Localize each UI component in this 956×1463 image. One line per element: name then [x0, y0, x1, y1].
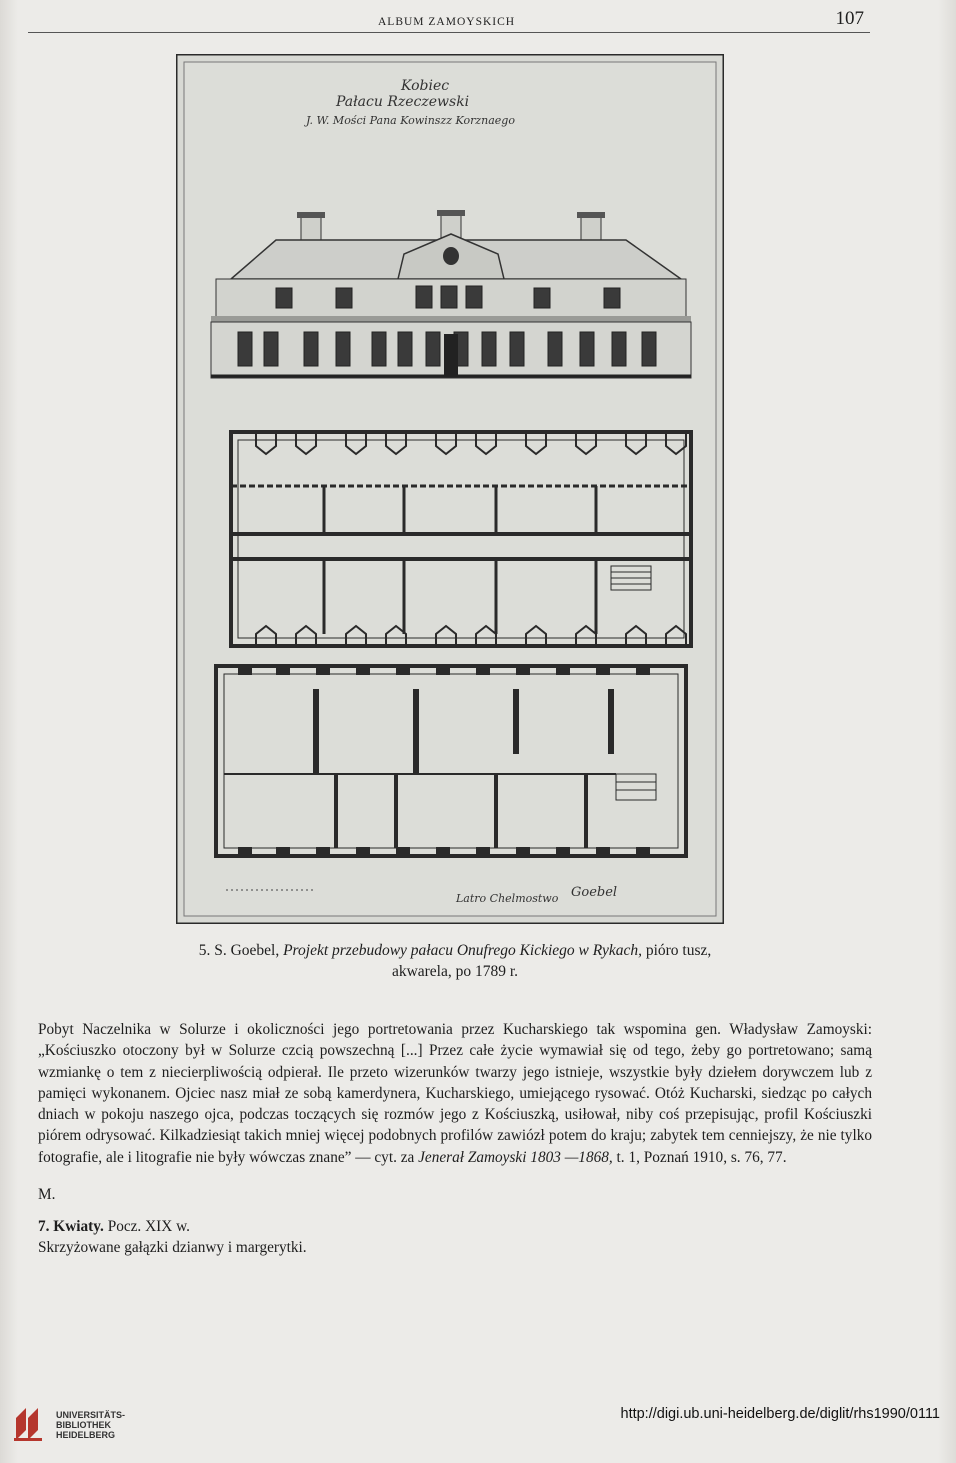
pier [516, 847, 530, 856]
pier [596, 847, 610, 856]
citation-rest: t. 1, Poznań 1910, s. 76, 77. [612, 1148, 787, 1166]
pier [356, 666, 370, 675]
pier [316, 666, 330, 675]
dormer-window [534, 288, 550, 308]
facade-window [398, 332, 412, 366]
draughtsman-signature: Goebel [571, 885, 618, 900]
dormer-window [604, 288, 620, 308]
caption-prefix: 5. S. Goebel, [198, 942, 284, 959]
pier [238, 666, 252, 675]
figure-caption [120, 940, 790, 982]
logo-line-3: HEIDELBERG [56, 1430, 116, 1440]
entrance-door [444, 334, 458, 376]
running-title: ALBUM ZAMOYSKICH [378, 16, 516, 28]
central-window [441, 286, 457, 308]
pier [596, 666, 610, 675]
caption-suffix: pióro tusz, [641, 942, 712, 959]
pier [556, 847, 570, 856]
caption-line-2: akwarela, po 1789 r. [391, 963, 519, 980]
pier [476, 847, 490, 856]
dormer-window [336, 288, 352, 308]
catalogue-entry [38, 1216, 307, 1258]
pier [276, 666, 290, 675]
central-window [416, 286, 432, 308]
plan-scale-note: Latro Chelmostwo [456, 892, 559, 905]
pier [636, 666, 650, 675]
facade-window [642, 332, 656, 366]
pier [316, 847, 330, 856]
library-name [56, 1410, 125, 1440]
inscription-line-1: Kobiec [401, 78, 450, 94]
author-initial: M. [38, 1186, 56, 1203]
pier [356, 847, 370, 856]
pier [516, 666, 530, 675]
pier [476, 666, 490, 675]
facade-window [510, 332, 524, 366]
facade-window [482, 332, 496, 366]
facade-window [580, 332, 594, 366]
facade-window [336, 332, 350, 366]
logo-line-1: UNIVERSITÄTS- [56, 1410, 126, 1420]
inscription-line-3: J. W. Mości Pana Kowinszz Korznaego [306, 114, 515, 127]
pier [636, 847, 650, 856]
dormer-window [276, 288, 292, 308]
facade-window [264, 332, 278, 366]
header-rule [28, 32, 870, 33]
facade-window [238, 332, 252, 366]
pier [396, 847, 410, 856]
running-head [28, 8, 870, 34]
citation-title: Jenerał Zamoyski 1803 —1868, [418, 1148, 613, 1166]
entry-date: Pocz. XIX w. [103, 1218, 190, 1235]
palace-plan-drawing [176, 54, 724, 924]
facade-window [304, 332, 318, 366]
central-window [466, 286, 482, 308]
facade-window [426, 332, 440, 366]
source-url-link[interactable]: http://digi.ub.uni-heidelberg.de/diglit/rhs1990/0111 [620, 1406, 940, 1422]
caption-title: Projekt przebudowy pałacu Onufrego Kickiego w Rykach, [283, 942, 642, 959]
library-emblem-icon [12, 1404, 46, 1442]
entry-number-title: 7. Kwiaty. [38, 1218, 104, 1235]
pier [556, 666, 570, 675]
entry-description: Skrzyżowane gałązki dzianwy i margerytki. [38, 1239, 307, 1256]
facade-window [548, 332, 562, 366]
pier [276, 847, 290, 856]
pier [396, 666, 410, 675]
page-number: 107 [835, 8, 864, 29]
pier [436, 666, 450, 675]
body-paragraph [38, 1019, 872, 1168]
logo-line-2: BIBLIOTHEK [56, 1420, 111, 1430]
facade-window [612, 332, 626, 366]
library-logo[interactable] [12, 1404, 152, 1444]
body-text: Pobyt Naczelnika w Solurze i okoliczności jego portretowania przez Kucharskiego tak wspomina gen. Władysław Zamoyski: „Kościuszko otoczony był w Solurze czcią powszechną [...] Przez całe życie wymawiał się od tego, żeby go portretowano; samą wzmiankę o tem z niecierpliwością odpierał. Ile przeto wizerunków twarzy jego istnieje, wszystkie były dziełem dorywczem lub z pamięci wykonanem. Ojciec nasz miał ze sobą kamerdynera, Kucharskiego, umiejącego rysować. Otóż Kucharski, siedząc po całych dniach w pokoju naszego ojca, podczas toczących się rozmów jego z Kościuszką, usiłował, niby coś przepisując, profil Kościuszki piórem odrysować. Kilkadziesiąt takich mniej więcej podobnych profilów zawiózł potem do kraju; zabytek tem cenniejszy, że nie tylko fotografie, ale i litografie nie były wówczas znane” — cyt. za [38, 1021, 872, 1166]
pier [238, 847, 252, 856]
facade-window [372, 332, 386, 366]
pier [436, 847, 450, 856]
inscription-line-2: Pałacu Rzeczewski [336, 94, 470, 110]
architectural-drawing-figure [176, 54, 724, 924]
